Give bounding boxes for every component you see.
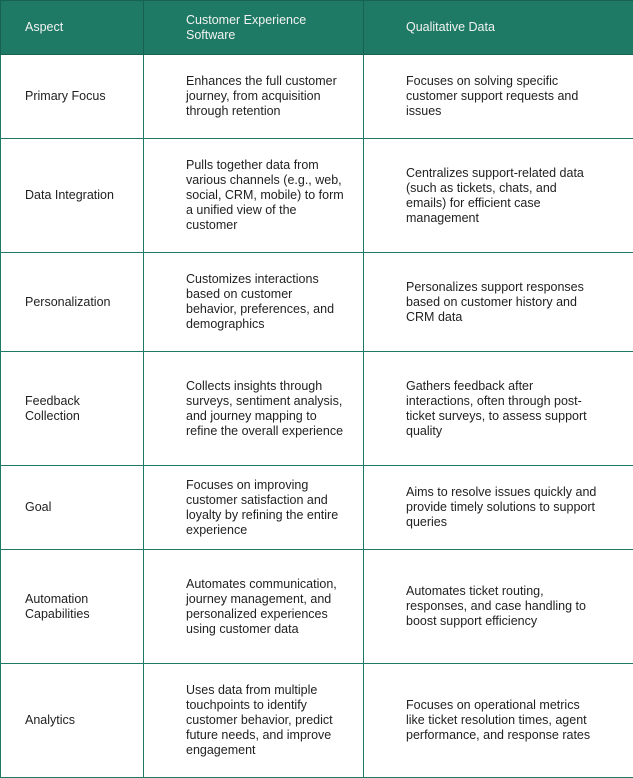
- cell-qual: Centralizes support-related data (such as tickets, chats, and emails) for efficient case management: [364, 139, 633, 253]
- table-row: [1, 550, 633, 664]
- table-row: [1, 664, 633, 778]
- cell-cx: Automates communication, journey management, and personalized experiences using customer data: [144, 550, 364, 664]
- cell-aspect: Feedback Collection: [1, 352, 144, 466]
- cell-qual: Automates ticket routing, responses, and case handling to boost support efficiency: [364, 550, 633, 664]
- cell-qual: Focuses on solving specific customer support requests and issues: [364, 55, 633, 139]
- cell-cx: Enhances the full customer journey, from acquisition through retention: [144, 55, 364, 139]
- header-aspect: Aspect: [1, 1, 144, 55]
- cell-qual: Gathers feedback after interactions, often through post-ticket surveys, to assess support quality: [364, 352, 633, 466]
- table-header: [1, 1, 633, 55]
- cell-qual: Focuses on operational metrics like ticket resolution times, agent performance, and response rates: [364, 664, 633, 778]
- cell-aspect: Analytics: [1, 664, 144, 778]
- cell-cx: Customizes interactions based on customer behavior, preferences, and demographics: [144, 253, 364, 352]
- cell-cx: Uses data from multiple touchpoints to identify customer behavior, predict future needs, and improve engagement: [144, 664, 364, 778]
- table-row: [1, 352, 633, 466]
- table-row: [1, 466, 633, 550]
- cell-cx: Focuses on improving customer satisfaction and loyalty by refining the entire experience: [144, 466, 364, 550]
- table-row: [1, 55, 633, 139]
- cell-aspect: Automation Capabilities: [1, 550, 144, 664]
- table-row: [1, 139, 633, 253]
- table-body: [1, 55, 633, 778]
- cell-aspect: Data Integration: [1, 139, 144, 253]
- header-customer-experience-software: Customer Experience Software: [144, 1, 364, 55]
- cell-cx: Collects insights through surveys, sentiment analysis, and journey mapping to refine the overall experience: [144, 352, 364, 466]
- table-row: [1, 253, 633, 352]
- header-qualitative-data: Qualitative Data: [364, 1, 633, 55]
- cell-qual: Aims to resolve issues quickly and provide timely solutions to support queries: [364, 466, 633, 550]
- cell-qual: Personalizes support responses based on customer history and CRM data: [364, 253, 633, 352]
- header-row: [1, 1, 633, 55]
- cell-aspect: Primary Focus: [1, 55, 144, 139]
- cell-cx: Pulls together data from various channels (e.g., web, social, CRM, mobile) to form a unified view of the customer: [144, 139, 364, 253]
- cell-aspect: Goal: [1, 466, 144, 550]
- cell-aspect: Personalization: [1, 253, 144, 352]
